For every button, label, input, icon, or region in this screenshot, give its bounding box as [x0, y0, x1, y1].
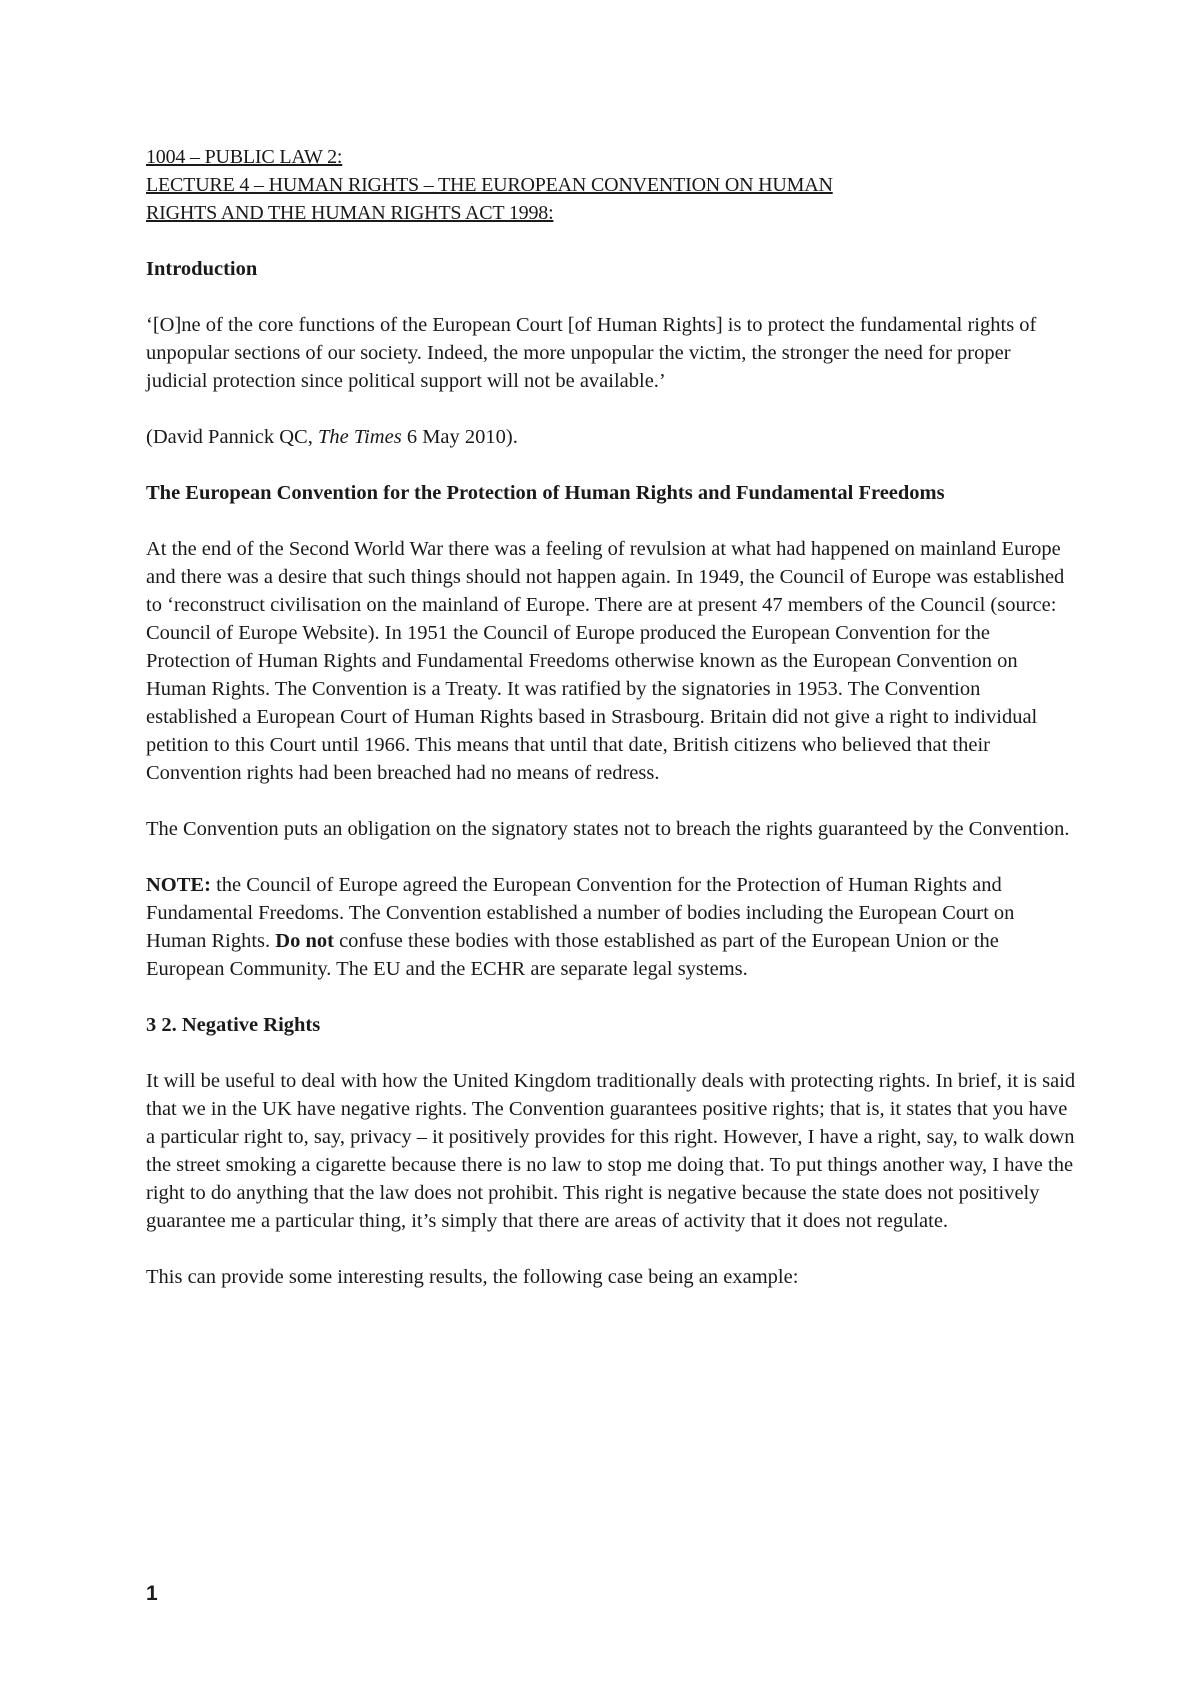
lecture-title-line-2: RIGHTS AND THE HUMAN RIGHTS ACT 1998:	[146, 202, 554, 224]
course-title: 1004 – PUBLIC LAW 2:	[146, 146, 343, 168]
introduction-heading: Introduction	[146, 258, 258, 280]
negative-rights-heading: 3 2. Negative Rights	[146, 1014, 321, 1036]
case-intro-paragraph: This can provide some interesting results, the following case being an example:	[146, 1266, 799, 1288]
convention-heading: The European Convention for the Protection of Human Rights and Fundamental Freedoms	[146, 482, 945, 504]
note-text-part-2: confuse these bodies with those established as part of the European Union or the European Community. The EU and the ECHR are separate legal systems.	[146, 930, 999, 980]
quote-source-publication: The Times	[317, 426, 402, 448]
note-label: NOTE:	[146, 874, 211, 896]
note-paragraph	[146, 871, 1076, 983]
convention-history-paragraph: At the end of the Second World War there was a feeling of revulsion at what had happened on mainland Europe and there was a desire that such things should not happen again. In 1949, the Council of Europe was established to ‘reconstruct civilisation on the mainland of Europe. There are at present 47 members of the Council (source: Council of Europe Website). In 1951 the Council of Europe produced the European Convention for the Protection of Human Rights and Fundamental Freedoms otherwise known as the European Convention on Human Rights. The Convention is a Treaty. It was ratified by the signatories in 1953. The Convention established a European Court of Human Rights based in Strasbourg. Britain did not give a right to individual petition to this Court until 1966. This means that until that date, British citizens who believed that their Convention rights had been breached had no means of redress.	[146, 538, 1065, 784]
quote-source	[146, 423, 1076, 451]
negative-rights-paragraph: It will be useful to deal with how the United Kingdom traditionally deals with protecting rights. In brief, it is said that we in the UK have negative rights. The Convention guarantees positive rights; that is, it states that you have a particular right to, say, privacy – it positively provides for this right. However, I have a right, say, to walk down the street smoking a cigarette because there is no law to stop me doing that. To put things another way, I have the right to do anything that the law does not prohibit. This right is negative because the state does not positively guarantee me a particular thing, it’s simply that there are areas of activity that it does not regulate.	[146, 1070, 1076, 1232]
note-text-part-1: the Council of Europe agreed the European Convention for the Protection of Human Rights and Fundamental Freedoms. The Convention established a number of bodies including the European Court on Human Rights.	[146, 874, 1015, 952]
page-number: 1	[146, 1582, 158, 1605]
document-page	[146, 143, 1076, 1291]
note-emphasis: Do not	[275, 930, 334, 952]
convention-obligation-paragraph: The Convention puts an obligation on the signatory states not to breach the rights guaranteed by the Convention.	[146, 818, 1070, 840]
quote-source-suffix: 6 May 2010).	[401, 426, 518, 448]
quote-source-prefix: (David Pannick QC,	[146, 426, 318, 448]
introduction-quote: ‘[O]ne of the core functions of the European Court [of Human Rights] is to protect the fundamental rights of unpopular sections of our society. Indeed, the more unpopular the victim, the stronger the need for proper judicial protection since political support will not be available.’	[146, 314, 1037, 392]
lecture-title-line-1: LECTURE 4 – HUMAN RIGHTS – THE EUROPEAN CONVENTION ON HUMAN	[146, 174, 833, 196]
